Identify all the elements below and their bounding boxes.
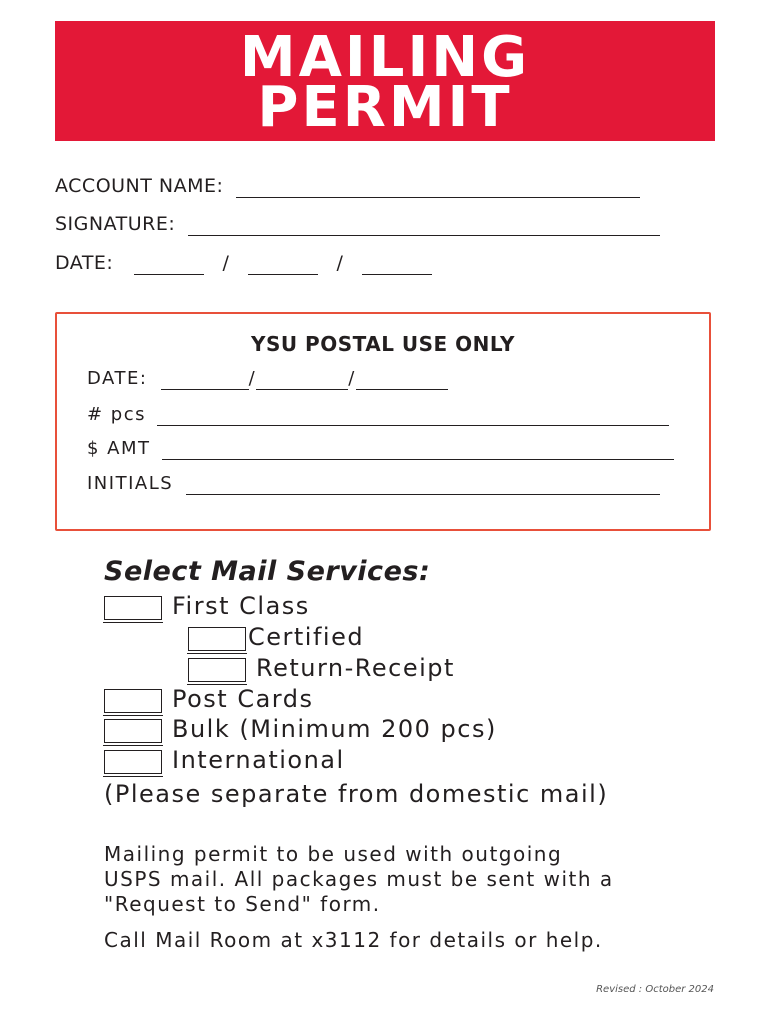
date-row bbox=[55, 251, 432, 275]
postal-initials-row bbox=[87, 473, 660, 495]
signature-row bbox=[55, 212, 660, 236]
postal-pcs-field[interactable] bbox=[157, 409, 669, 426]
usage-line-2: USPS mail. All packages must be sent with a bbox=[104, 867, 614, 891]
postal-pcs-row bbox=[87, 404, 669, 426]
date-label: DATE: bbox=[55, 252, 114, 274]
international-note: (Please separate from domestic mail) bbox=[104, 780, 609, 808]
bulk-label: Bulk (Minimum 200 pcs) bbox=[172, 715, 497, 743]
service-first-class bbox=[104, 592, 310, 620]
service-return-receipt bbox=[188, 654, 455, 682]
date-month-field[interactable] bbox=[134, 256, 204, 275]
banner-title-line1: MAILING bbox=[239, 25, 531, 90]
first-class-checkbox[interactable] bbox=[104, 596, 162, 620]
usage-line-3: "Request to Send" form. bbox=[104, 892, 381, 916]
contact-info: Call Mail Room at x3112 for details or help. bbox=[104, 928, 603, 952]
postal-date-year-field[interactable] bbox=[356, 373, 448, 390]
service-international bbox=[104, 746, 345, 774]
date-year-field[interactable] bbox=[362, 256, 432, 275]
postal-date-day-field[interactable] bbox=[256, 373, 348, 390]
services-title: Select Mail Services: bbox=[104, 556, 431, 587]
certified-label: Certified bbox=[248, 623, 365, 651]
permit-banner bbox=[55, 21, 715, 141]
return-receipt-label: Return-Receipt bbox=[256, 654, 455, 682]
date-separator: / bbox=[248, 368, 257, 389]
bulk-checkbox[interactable] bbox=[104, 719, 162, 743]
postal-amt-label: $ AMT bbox=[87, 438, 151, 459]
signature-label: SIGNATURE: bbox=[55, 213, 176, 235]
usage-instructions bbox=[104, 842, 614, 917]
usage-line-1: Mailing permit to be used with outgoing bbox=[104, 842, 563, 866]
postal-amt-field[interactable] bbox=[162, 443, 674, 460]
postal-date-month-field[interactable] bbox=[161, 373, 249, 390]
postal-initials-label: INITIALS bbox=[87, 473, 174, 494]
postal-date-label: DATE: bbox=[87, 368, 148, 389]
date-day-field[interactable] bbox=[248, 256, 318, 275]
certified-checkbox[interactable] bbox=[188, 627, 246, 651]
date-separator: / bbox=[348, 368, 356, 389]
date-separator: / bbox=[222, 252, 230, 274]
international-checkbox[interactable] bbox=[104, 750, 162, 774]
postal-initials-field[interactable] bbox=[186, 478, 660, 495]
account-name-field[interactable] bbox=[236, 179, 640, 198]
account-name-row bbox=[55, 174, 640, 198]
service-post-cards bbox=[104, 685, 314, 713]
international-label: International bbox=[172, 746, 345, 774]
postal-use-title: YSU POSTAL USE ONLY bbox=[250, 332, 516, 356]
service-certified bbox=[188, 623, 364, 651]
post-cards-checkbox[interactable] bbox=[104, 689, 162, 713]
first-class-label: First Class bbox=[172, 592, 310, 620]
post-cards-label: Post Cards bbox=[172, 685, 314, 713]
account-name-label: ACCOUNT NAME: bbox=[55, 175, 224, 197]
postal-amt-row bbox=[87, 438, 674, 460]
postal-use-box bbox=[55, 312, 711, 531]
signature-field[interactable] bbox=[188, 217, 660, 236]
service-bulk bbox=[104, 715, 497, 743]
postal-pcs-label: # pcs bbox=[87, 404, 147, 425]
return-receipt-checkbox[interactable] bbox=[188, 658, 246, 682]
postal-date-row bbox=[87, 368, 448, 390]
date-separator: / bbox=[336, 252, 344, 274]
banner-title-line2: PERMIT bbox=[257, 75, 513, 140]
revision-date: Revised : October 2024 bbox=[596, 984, 714, 995]
